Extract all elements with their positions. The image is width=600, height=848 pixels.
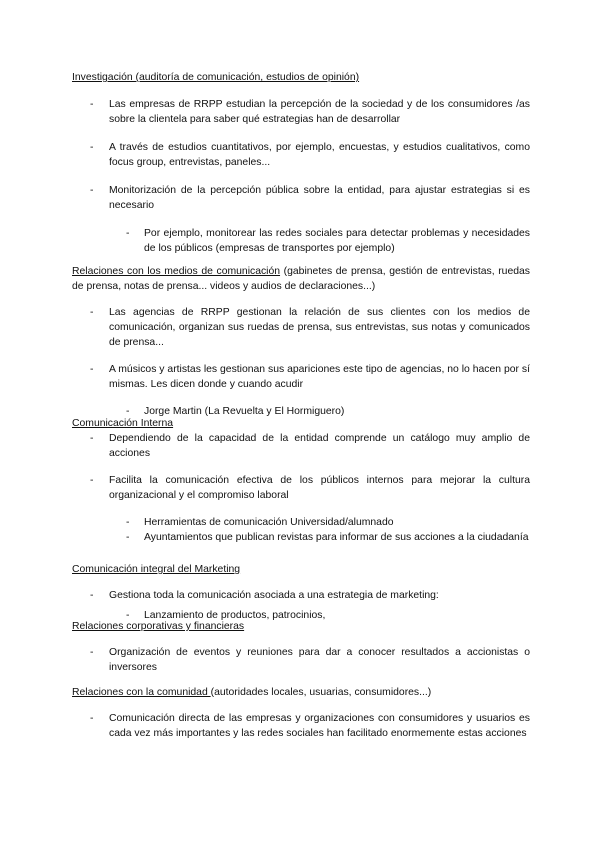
section-heading: Relaciones corporativas y financieras bbox=[72, 621, 245, 632]
section-marketing bbox=[72, 562, 530, 623]
bullet-list bbox=[72, 431, 530, 545]
list-item: - A través de estudios cuantitativos, por ejemplo, encuestas, y estudios cualitativos, como focus group, entrevistas, paneles... bbox=[72, 140, 530, 170]
list-item: - Organización de eventos y reuniones para dar a conocer resultados a accionistas o inversores bbox=[72, 645, 530, 675]
list-item: - Las empresas de RRPP estudian la percepción de la sociedad y de los consumidores /as sobre la clientela para saber qué estrategias han de desarrollar bbox=[72, 97, 530, 127]
list-item: - Facilita la comunicación efectiva de los públicos internos para mejorar la cultura organizacional y el compromiso laboral bbox=[72, 473, 530, 503]
section-corporativas bbox=[72, 619, 530, 675]
section-heading: Comunicación Interna bbox=[72, 418, 174, 429]
section-comunicacion-interna bbox=[72, 416, 530, 546]
section-heading: Relaciones con los medios de comunicación (gabinetes de prensa, gestión de entrevistas, ruedas de prensa, notas de prensa... videos y audios de declaraciones...) bbox=[72, 266, 530, 293]
section-comunidad bbox=[72, 685, 530, 741]
list-item: - Gestiona toda la comunicación asociada a una estrategia de marketing: bbox=[72, 588, 530, 603]
section-heading: Comunicación integral del Marketing bbox=[72, 564, 241, 575]
sub-list-item: - Jorge Martin (La Revuelta y El Hormiguero) bbox=[72, 404, 530, 419]
list-item: - Monitorización de la percepción pública sobre la entidad, para ajustar estrategias si es necesario bbox=[72, 183, 530, 213]
bullet-list bbox=[72, 645, 530, 675]
list-item: - Las agencias de RRPP gestionan la relación de sus clientes con los medios de comunicación, organizan sus ruedas de prensa, sus entrevistas, sus notas y comunicados de prensa... bbox=[72, 305, 530, 350]
section-heading: Relaciones con la comunidad (autoridades locales, usuarias, consumidores...) bbox=[72, 687, 432, 698]
sub-list-item: - Por ejemplo, monitorear las redes sociales para detectar problemas y necesidades de los públicos (empresas de transportes por ejemplo) bbox=[72, 226, 530, 256]
section-heading: Investigación (auditoría de comunicación, estudios de opinión) bbox=[72, 72, 360, 83]
list-item: - A músicos y artistas les gestionan sus apariciones este tipo de agencias, no lo hacen por sí mismas. Les dicen donde y cuando acudir bbox=[72, 362, 530, 392]
sub-list-item: - Lanzamiento de productos, patrocinios, bbox=[72, 608, 530, 623]
sub-list-item: - Ayuntamientos que publican revistas para informar de sus acciones a la ciudadanía bbox=[72, 530, 530, 545]
section-medios bbox=[72, 264, 530, 419]
list-item: - Comunicación directa de las empresas y organizaciones con consumidores y usuarios es cada vez más importantes y las redes sociales han facilitado enormemente estas acciones bbox=[72, 711, 530, 741]
list-item: - Dependiendo de la capacidad de la entidad comprende un catálogo muy amplio de acciones bbox=[72, 431, 530, 461]
bullet-list bbox=[72, 305, 530, 418]
bullet-list bbox=[72, 711, 530, 741]
bullet-list bbox=[72, 588, 530, 623]
section-investigacion bbox=[72, 70, 530, 256]
sub-list-item: - Herramientas de comunicación Universidad/alumnado bbox=[72, 515, 530, 530]
bullet-list bbox=[72, 97, 530, 256]
